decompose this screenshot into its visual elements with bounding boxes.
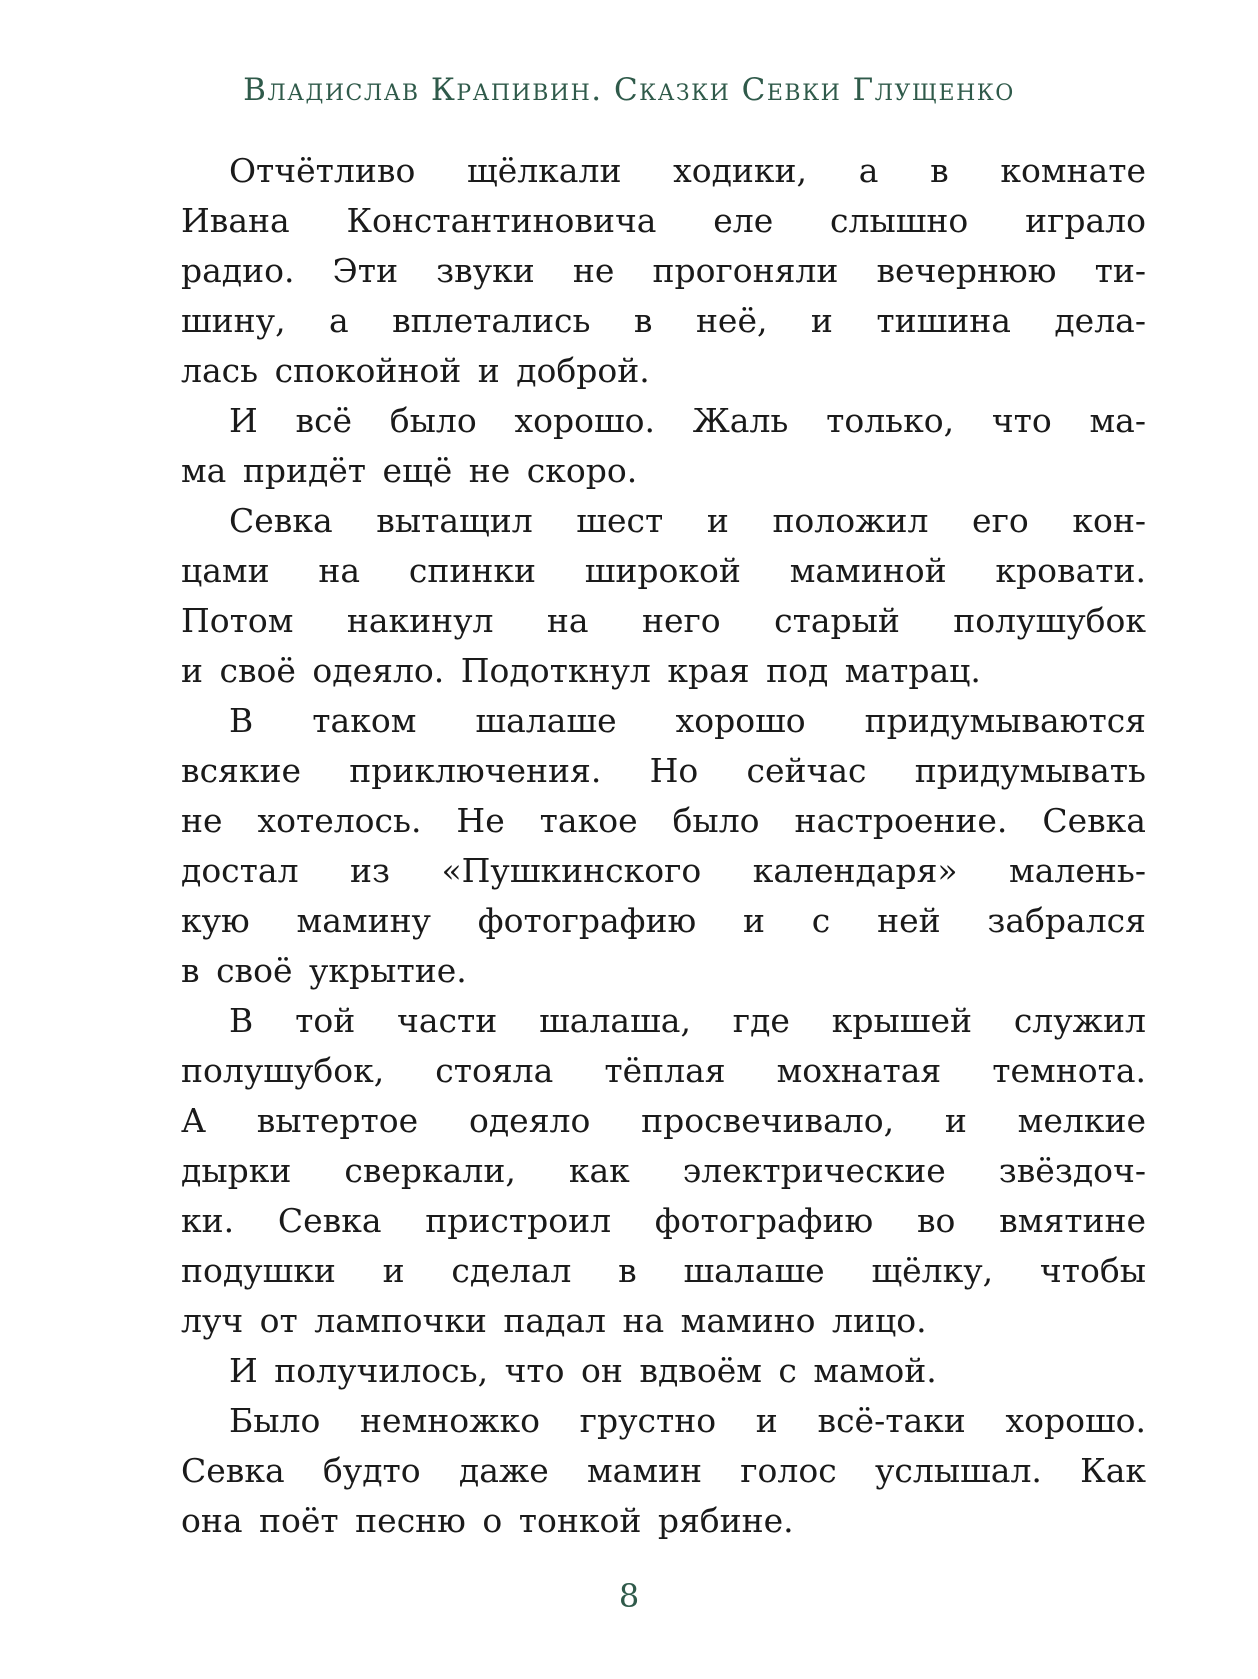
running-head-title: Владислав Крапивин. Сказки Севки Глущенко — [243, 72, 1015, 108]
text-line: полушубок, стояла тёплая мохнатая темнота. — [181, 1051, 1146, 1090]
paragraph — [181, 696, 1146, 996]
paragraph — [181, 1346, 1146, 1396]
page-number: 8 — [618, 1577, 640, 1615]
text-line: И всё было хорошо. Жаль только, что ма- — [229, 401, 1146, 440]
text-line: радио. Эти звуки не прогоняли вечернюю ти- — [181, 251, 1146, 290]
text-line: подушки и сделал в шалаше щёлку, чтобы — [181, 1251, 1146, 1290]
text-line: ки. Севка пристроил фотографию во вмятине — [181, 1201, 1146, 1240]
text-line: шину, а вплетались в неё, и тишина дела- — [181, 301, 1146, 340]
text-line: ма придёт ещё не скоро. — [181, 451, 638, 490]
text-line: Отчётливо щёлкали ходики, а в комнате — [229, 151, 1146, 190]
text-line: В таком шалаше хорошо придумываются — [229, 701, 1146, 740]
text-line: не хотелось. Не такое было настроение. Севка — [181, 801, 1146, 840]
text-line: кую мамину фотографию и с ней забрался — [181, 901, 1146, 940]
text-line: Севка вытащил шест и положил его кон- — [229, 501, 1146, 540]
text-line: цами на спинки широкой маминой кровати. — [181, 551, 1146, 590]
text-line: лась спокойной и доброй. — [181, 351, 650, 390]
body-text — [181, 146, 1146, 1546]
text-line: Потом накинул на него старый полушубок — [181, 601, 1146, 640]
text-line: И получилось, что он вдвоём с мамой. — [229, 1351, 937, 1390]
text-line: луч от лампочки падал на мамино лицо. — [181, 1301, 927, 1340]
text-line: достал из «Пушкинского календаря» малень- — [181, 851, 1146, 890]
text-line: дырки сверкали, как электрические звёздоч- — [181, 1151, 1146, 1190]
text-line: Было немножко грустно и всё-таки хорошо. — [229, 1401, 1146, 1440]
paragraph — [181, 996, 1146, 1346]
text-line: А вытертое одеяло просвечивало, и мелкие — [181, 1101, 1146, 1140]
text-line: и своё одеяло. Подоткнул края под матрац. — [181, 651, 981, 690]
paragraph — [181, 146, 1146, 396]
text-line: она поёт песню о тонкой рябине. — [181, 1501, 794, 1540]
text-line: Севка будто даже мамин голос услышал. Как — [181, 1451, 1146, 1490]
paragraph — [181, 1396, 1146, 1546]
text-line: всякие приключения. Но сейчас придумывать — [181, 751, 1146, 790]
paragraph — [181, 496, 1146, 696]
text-line: В той части шалаша, где крышей служил — [229, 1001, 1146, 1040]
text-line: Ивана Константиновича еле слышно играло — [181, 201, 1146, 240]
paragraph — [181, 396, 1146, 496]
text-line: в своё укрытие. — [181, 951, 467, 990]
